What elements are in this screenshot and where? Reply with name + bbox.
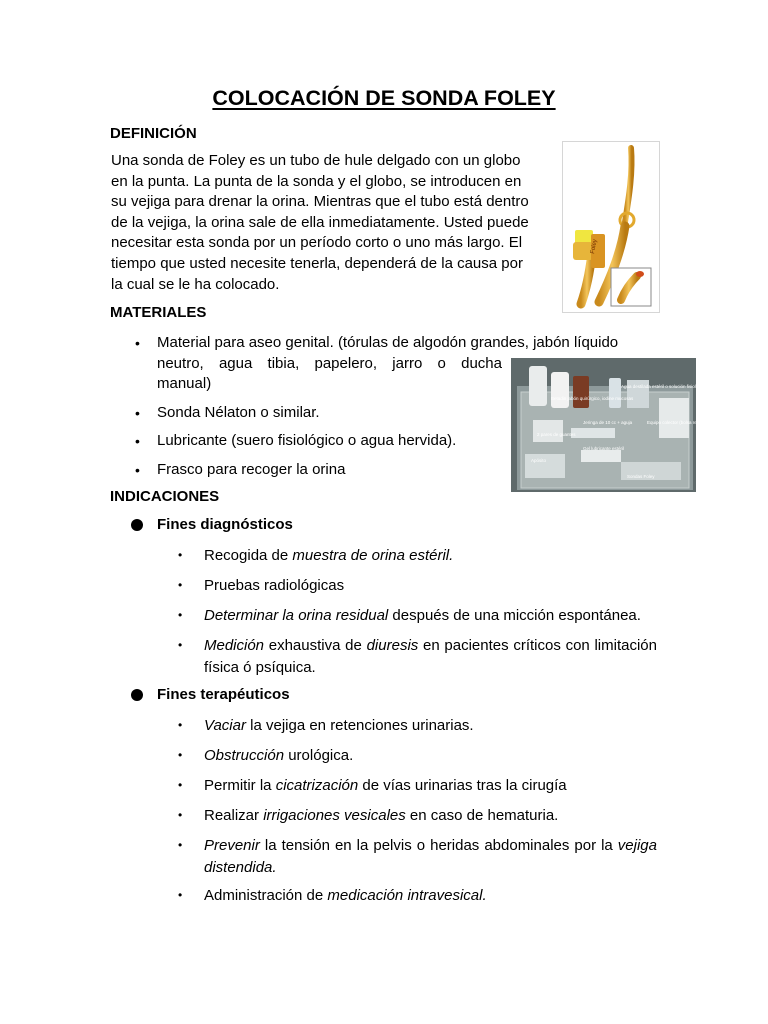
material-text: Sonda Nélaton o similar. (157, 404, 320, 421)
material-text: neutro, agua tibia, papelero, jarro o ducha (157, 354, 502, 372)
item-text: Administración de (204, 887, 328, 904)
item-emphasis: diuresis (366, 637, 419, 654)
item-emphasis: Determinar la orina residual (204, 607, 389, 624)
bullet-icon: • (178, 888, 183, 902)
item-text: en pacientes críticos con limitación física ó psíquica. (204, 637, 657, 676)
material-text: Material para aseo genital. (tórulas de algodón grandes, jabón líquido (157, 334, 619, 351)
bullet-icon: • (178, 838, 183, 852)
material-text: Lubricante (suero fisiológico o agua hervida). (157, 432, 457, 449)
item-text: después de una micción espontánea. (388, 607, 641, 624)
photo-label: Equipo colector (bolsa recolectora) (647, 420, 717, 425)
item-emphasis: muestra de orina estéril. (292, 547, 454, 564)
item-emphasis: medicación intravesical. (327, 887, 487, 904)
definition-paragraph (111, 151, 547, 295)
definition-line-5: necesitar esta sonda por un período corto o uno más largo. El (111, 234, 523, 252)
bullet-icon: • (178, 778, 183, 792)
materials-tray-icon (511, 358, 717, 492)
foley-catheter-icon (563, 142, 659, 312)
item-text: Permitir la (204, 777, 276, 794)
foley-catheter-image (562, 141, 660, 313)
section-heading-definicion: DEFINICIÓN (110, 125, 197, 142)
section-heading-materiales: MATERIALES (110, 304, 207, 321)
item-text: urológica. (284, 747, 354, 764)
item-emphasis: Vaciar (204, 717, 246, 734)
item-emphasis: Prevenir (204, 837, 260, 854)
item-emphasis: cicatrización (275, 777, 359, 794)
item-text: exhaustiva de (264, 637, 367, 654)
item-text: la tensión en la pelvis o heridas abdominales por la (259, 837, 618, 854)
bullet-icon: • (178, 608, 183, 622)
material-text: manual) (157, 375, 212, 393)
page-title: COLOCACIÓN DE SONDA FOLEY (212, 86, 556, 110)
bullet-icon: • (178, 808, 183, 822)
big-bullet-icon (131, 519, 143, 531)
photo-label: 2 pares de guantes (537, 432, 576, 437)
bullet-icon: • (135, 405, 140, 421)
subsection-label: Fines terapéuticos (157, 686, 290, 703)
photo-label: Agua destilada estéril o solución fisiológica (621, 384, 707, 389)
bullet-icon: • (178, 548, 183, 562)
item-emphasis: vejiga distendida. (204, 837, 657, 876)
item-text: Pruebas radiológicas (204, 577, 345, 594)
item-text: de vías urinarias tras la cirugía (358, 777, 567, 794)
item-emphasis: Medición (204, 637, 265, 654)
item-emphasis: irrigaciones vesicales (263, 807, 406, 824)
bullet-icon: • (135, 335, 140, 351)
item-emphasis: Obstrucción (204, 747, 285, 764)
photo-label: Jeringa de 10 cc + aguja (583, 420, 633, 425)
svg-text:Foley: Foley (590, 238, 599, 255)
item-text: en caso de hematuria. (405, 807, 559, 824)
photo-label: Betadin jabón quirúrgico, iodine mucosas (551, 396, 634, 401)
item-text: Recogida de (204, 547, 293, 564)
bullet-icon: • (135, 433, 140, 449)
definition-line-4: de la vejiga, la orina sale de ella inmediatamente. Usted puede (111, 213, 529, 231)
section-heading-indicaciones: INDICACIONES (110, 488, 220, 505)
definition-line-2: en la punta. La punta de la sonda y el globo, se introducen en (111, 172, 522, 190)
subsection-label: Fines diagnósticos (157, 516, 293, 533)
definition-line-3: su vejiga para drenar la orina. Mientras que el tubo está dentro (111, 193, 529, 211)
definition-line-7: la cual se le ha colocado. (111, 275, 280, 293)
bullet-icon: • (135, 462, 140, 478)
photo-label: Apósito (531, 458, 547, 463)
bullet-icon: • (178, 718, 183, 732)
definition-line-1: Una sonda de Foley es un tubo de hule delgado con un globo (111, 152, 521, 169)
bullet-icon: • (178, 748, 183, 762)
bullet-icon: • (178, 638, 183, 652)
materials-tray-photo (511, 358, 717, 492)
photo-label: Gel lubricante estéril (583, 446, 625, 451)
item-text: Realizar (204, 807, 264, 824)
big-bullet-icon (131, 689, 143, 701)
bullet-icon: • (178, 578, 183, 592)
definition-line-6: tiempo que usted necesite tenerla, dependerá de la causa por (111, 254, 523, 272)
item-text: la vejiga en retenciones urinarias. (245, 717, 474, 734)
material-text: Frasco para recoger la orina (157, 461, 346, 478)
photo-label: Sondas Foley (627, 474, 655, 479)
